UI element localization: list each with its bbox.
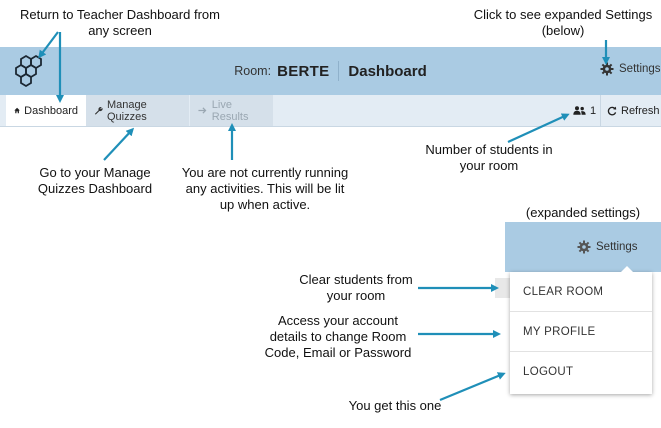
menu-item-logout[interactable]: LOGOUT (523, 366, 574, 378)
expanded-settings-header (505, 222, 661, 272)
users-icon (573, 106, 586, 115)
refresh-button[interactable] (600, 95, 660, 126)
nav-bar (0, 95, 661, 127)
tab-manage-quizzes[interactable] (86, 95, 189, 126)
student-count: 1 (590, 104, 597, 117)
expanded-settings-caption: (expanded settings) (525, 205, 641, 220)
room-label: Room: (234, 64, 272, 78)
arrow-to-manage-quizzes (104, 130, 132, 160)
gear-icon (600, 62, 614, 76)
wrench-icon (94, 106, 103, 116)
arrow-to-logout (440, 374, 503, 400)
annotation-live-results: You are not currently running any activities. This will be lit up when active. (181, 165, 349, 212)
settings-button[interactable] (600, 62, 661, 76)
header-divider (338, 61, 339, 81)
room-code: BERTE (277, 62, 330, 80)
app-header (0, 47, 661, 95)
menu-item-my-profile[interactable]: MY PROFILE (510, 312, 652, 352)
settings-dropdown-menu (510, 272, 652, 394)
annotation-manage-quizzes: Go to your Manage Quizzes Dashboard (37, 165, 153, 196)
annotation-clear-room: Clear students from your room (299, 272, 413, 303)
page-title: Dashboard (348, 62, 427, 80)
annotation-return-dashboard: Return to Teacher Dashboard from any screen (20, 7, 220, 38)
arrow-right-icon (198, 106, 208, 115)
background-panel-edge (495, 278, 510, 298)
tab-live-results-label: Live Results (211, 98, 249, 123)
student-count-badge (573, 95, 596, 126)
tab-live-results[interactable] (190, 95, 273, 126)
expanded-settings-button[interactable] (577, 240, 638, 254)
annotation-expanded-settings: Click to see expanded Settings (below) (473, 7, 653, 38)
tab-dashboard-label: Dashboard (24, 104, 78, 117)
annotation-my-profile: Access your account details to change Room Code, Email or Password (264, 313, 412, 360)
tab-manage-quizzes-label: Manage Quizzes (106, 98, 147, 123)
refresh-icon (607, 106, 617, 116)
refresh-label: Refresh (621, 104, 660, 117)
dropdown-caret (620, 266, 634, 273)
menu-item-clear-room[interactable]: CLEAR ROOM (510, 272, 652, 312)
tab-dashboard[interactable] (6, 95, 86, 126)
annotation-logout: You get this one (348, 398, 442, 413)
home-icon (14, 106, 20, 115)
settings-label: Settings (619, 63, 661, 75)
annotation-student-count: Number of students in your room (425, 142, 553, 173)
gear-icon (577, 240, 591, 254)
expanded-settings-label: Settings (596, 241, 638, 253)
